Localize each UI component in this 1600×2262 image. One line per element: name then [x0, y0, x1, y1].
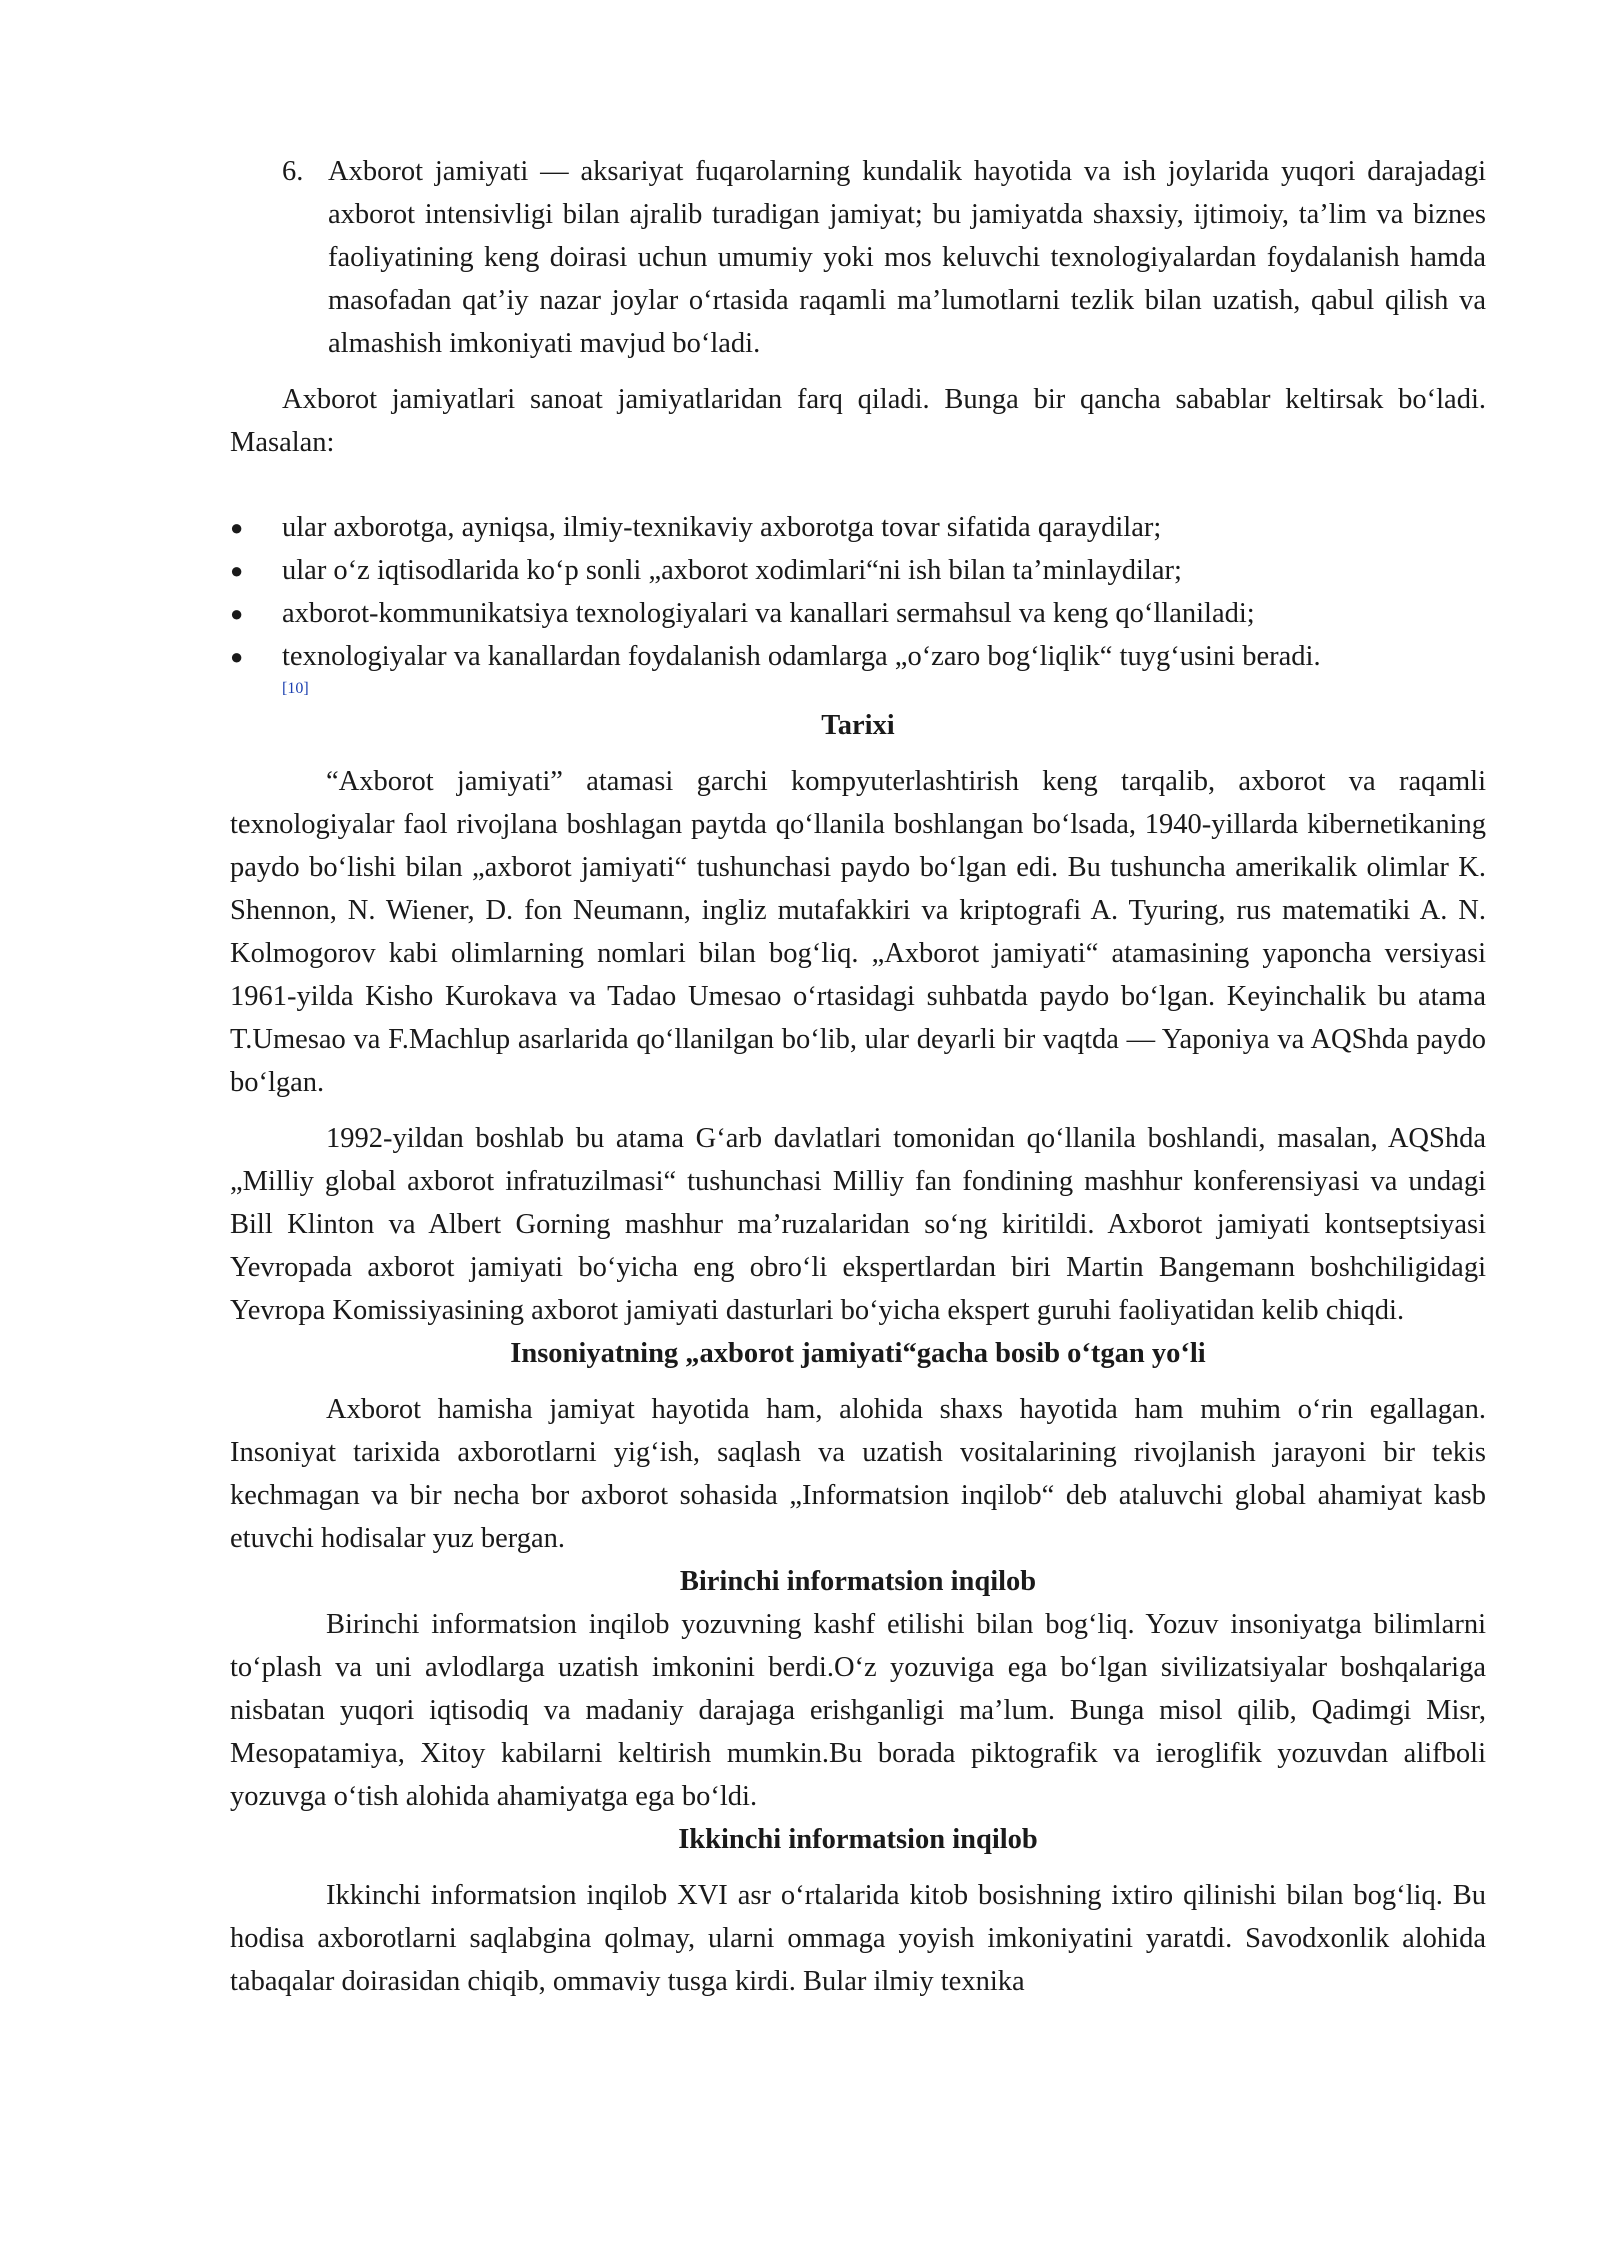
- list-item: ● axborot-kommunikatsiya texnologiyalari va kanallari sermahsul va keng qo‘llaniladi;: [230, 592, 1486, 635]
- second-revolution-paragraph: Ikkinchi informatsion inqilob XVI asr o‘rtalarida kitob bosishning ixtiro qilinishi bilan bog‘liq. Bu hodisa axborotlarni saqlabgina qolmay, ularni ommaga yoyish imkoniyatini yaratdi. Savodxonlik alohida tabaqalar doirasidan chiqib, ommaviy tusga kirdi. Bular ilmiy texnika: [230, 1880, 1486, 1997]
- section-heading-first-revolution: Birinchi informatsion inqilob: [679, 1566, 1037, 1597]
- numbered-item-6: [282, 150, 1486, 365]
- section-heading-path: Insoniyatning „axborot jamiyati“gacha bosib o‘tgan yo‘li: [510, 1338, 1206, 1369]
- reference-link[interactable]: [10]: [282, 680, 309, 697]
- tarixi-paragraph-2: 1992-yildan boshlab bu atama G‘arb davlatlari tomonidan qo‘llanila boshlandi, masalan, AQShda „Milliy global axborot infratuzilmasi“ tushunchasi Milliy fan fondining mashhur konferensiyasi va undagi Bill Klinton va Albert Gorning mashhur ma’ruzalaridan so‘ng kiritildi. Axborot jamiyati kontseptsiyasi Yevropada axborot jamiyati bo‘yicha eng obro‘li ekspertlardan biri Martin Bangemann boshchiligidagi Yevropa Komissiyasining axborot jamiyati dasturlari bo‘yicha ekspert guruhi faoliyatidan kelib chiqdi.: [230, 1123, 1486, 1326]
- document-page: [230, 150, 1486, 2003]
- bullet-icon: ●: [230, 601, 244, 626]
- list-item: ● texnologiyalar va kanallardan foydalanish odamlarga „o‘zaro bog‘liqlik“ tuyg‘usini beradi.: [230, 635, 1486, 678]
- section-heading-tarixi: Tarixi: [821, 710, 895, 741]
- bullet-icon: ●: [230, 644, 244, 669]
- path-paragraph-1: Axborot hamisha jamiyat hayotida ham, alohida shaxs hayotida ham muhim o‘rin egallagan. Insoniyat tarixida axborotlarni yig‘ish, saqlash va uzatish vositalarining rivojlanish jarayoni bir tekis kechmagan va bir necha bor axborot sohasida „Informatsion inqilob“ deb ataluvchi global ahamiyat kasb etuvchi hodisalar yuz bergan.: [230, 1394, 1486, 1554]
- intro-paragraph: Axborot jamiyatlari sanoat jamiyatlaridan farq qiladi. Bunga bir qancha sabablar keltirsak bo‘ladi. Masalan:: [230, 384, 1486, 458]
- list-item: ● ular axborotga, ayniqsa, ilmiy-texnikaviy axborotga tovar sifatida qaraydilar;: [230, 506, 1486, 549]
- section-heading-second-revolution: Ikkinchi informatsion inqilob: [678, 1824, 1038, 1855]
- list-item: ● ular o‘z iqtisodlarida ko‘p sonli „axborot xodimlari“ni ish bilan ta’minlaydilar;: [230, 549, 1486, 592]
- first-revolution-paragraph: Birinchi informatsion inqilob yozuvning kashf etilishi bilan bog‘liq. Yozuv insoniyatga bilimlarni to‘plash va uni avlodlarga uzatish imkonini berdi.O‘z yozuviga ega bo‘lgan sivilizatsiyalar boshqalariga nisbatan yuqori iqtisodiq va madaniy darajaga erishganligi ma’lum. Bunga misol qilib, Qadimgi Misr, Mesopatamiya, Xitoy kabilarni keltirish mumkin.Bu borada piktografik va ieroglifik yozuvdan alifboli yozuvga o‘tish alohida ahamiyatga ega bo‘ldi.: [230, 1609, 1486, 1812]
- bullet-icon: ●: [230, 558, 244, 583]
- item-number: 6.: [282, 156, 304, 187]
- bullet-icon: ●: [230, 515, 244, 540]
- bullet-list: [230, 506, 1486, 678]
- item-text: Axborot jamiyati — aksariyat fuqarolarning kundalik hayotida va ish joylarida yuqori darajadagi axborot intensivligi bilan ajralib turadigan jamiyat; bu jamiyatda shaxsiy, ijtimoiy, ta’lim va biznes faoliyatining keng doirasi uchun umumiy yoki mos keluvchi texnologiyalardan foydalanish hamda masofadan qat’iy nazar joylar o‘rtasida raqamli ma’lumotlarni tezlik bilan uzatish, qabul qilish va almashish imkoniyati mavjud bo‘ladi.: [328, 156, 1486, 359]
- tarixi-paragraph-1: “Axborot jamiyati” atamasi garchi kompyuterlashtirish keng tarqalib, axborot va raqamli texnologiyalar faol rivojlana boshlagan paytda qo‘llanila boshlangan bo‘lsada, 1940-yillarda kibernetikaning paydo bo‘lishi bilan „axborot jamiyati“ tushunchasi paydo bo‘lgan edi. Bu tushuncha amerikalik olimlar K. Shennon, N. Wiener, D. fon Neumann, ingliz mutafakkiri va kriptografi A. Tyuring, rus matematiki A. N. Kolmogorov kabi olimlarning nomlari bilan bog‘liq. „Axborot jamiyati“ atamasining yaponcha versiyasi 1961-yilda Kisho Kurokava va Tadao Umesao o‘rtasidagi suhbatda paydo bo‘lgan. Keyinchalik bu atama T.Umesao va F.Machlup asarlarida qo‘llanilgan bo‘lib, ular deyarli bir vaqtda — Yaponiya va AQShda paydo bo‘lgan.: [230, 766, 1486, 1098]
